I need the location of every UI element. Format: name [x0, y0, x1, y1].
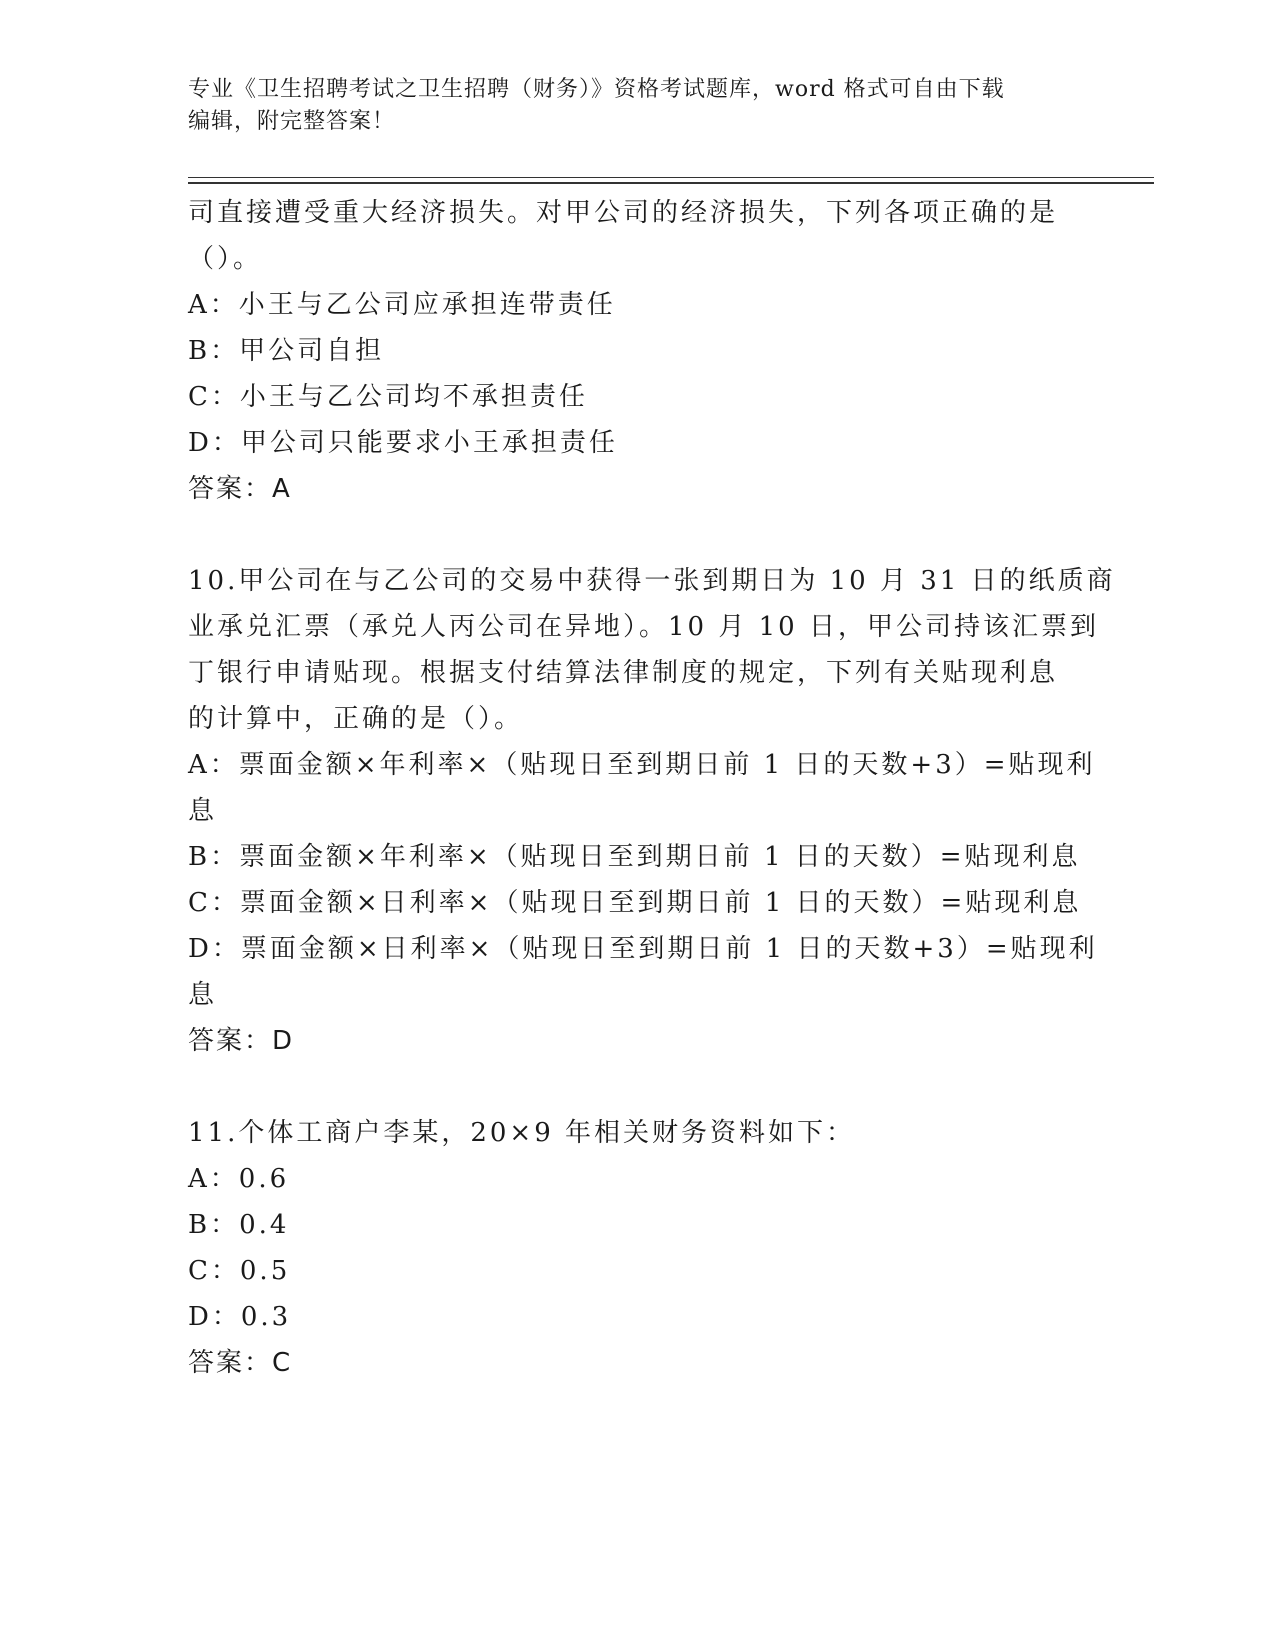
header-divider-thin [188, 177, 1154, 178]
question-11 [188, 1110, 1088, 1386]
answer: 答案：D [188, 1026, 295, 1056]
option-a-continued: 息 [188, 796, 218, 826]
question-text-line: 司直接遭受重大经济损失。对甲公司的经济损失，下列各项正确的是 [188, 198, 1059, 228]
option-a: A：票面金额×年利率×（贴现日至到期日前 1 日的天数+3）=贴现利 [188, 750, 1096, 780]
document-body [188, 190, 1116, 1386]
option-d-continued: 息 [188, 980, 218, 1010]
question-text-line: 丁银行申请贴现。根据支付结算法律制度的规定，下列有关贴现利息 [188, 658, 1059, 688]
option-d: D：票面金额×日利率×（贴现日至到期日前 1 日的天数+3）=贴现利 [188, 934, 1098, 964]
option-a: A：0.6 [188, 1164, 290, 1194]
question-text-line: 业承兑汇票（承兑人丙公司在异地）。10 月 10 日，甲公司持该汇票到 [188, 612, 1099, 642]
header-line-2: 编辑，附完整答案！ [188, 109, 396, 134]
answer: 答案：A [188, 474, 292, 504]
header-line-1: 专业《卫生招聘考试之卫生招聘（财务）》资格考试题库，word 格式可自由下载 [188, 77, 1005, 102]
option-c: C：小王与乙公司均不承担责任 [188, 382, 588, 412]
page-header [188, 74, 1088, 138]
option-c: C：票面金额×日利率×（贴现日至到期日前 1 日的天数）=贴现利息 [188, 888, 1082, 918]
question-text-line: 10.甲公司在与乙公司的交易中获得一张到期日为 10 月 31 日的纸质商 [188, 566, 1116, 596]
option-d: D：0.3 [188, 1302, 292, 1332]
option-a: A：小王与乙公司应承担连带责任 [188, 290, 616, 320]
question-9-continued [188, 190, 1088, 512]
question-text-line: 的计算中，正确的是（）。 [188, 704, 524, 734]
header-divider-thick [188, 182, 1154, 184]
option-b: B：0.4 [188, 1210, 290, 1240]
answer: 答案：C [188, 1348, 293, 1378]
option-b: B：甲公司自担 [188, 336, 385, 366]
option-b: B：票面金额×年利率×（贴现日至到期日前 1 日的天数）=贴现利息 [188, 842, 1081, 872]
question-text-line: （）。 [188, 244, 263, 274]
option-c: C：0.5 [188, 1256, 291, 1286]
question-10 [188, 558, 1116, 1064]
option-d: D：甲公司只能要求小王承担责任 [188, 428, 618, 458]
question-text-line: 11.个体工商户李某，20×9 年相关财务资料如下： [188, 1118, 856, 1148]
